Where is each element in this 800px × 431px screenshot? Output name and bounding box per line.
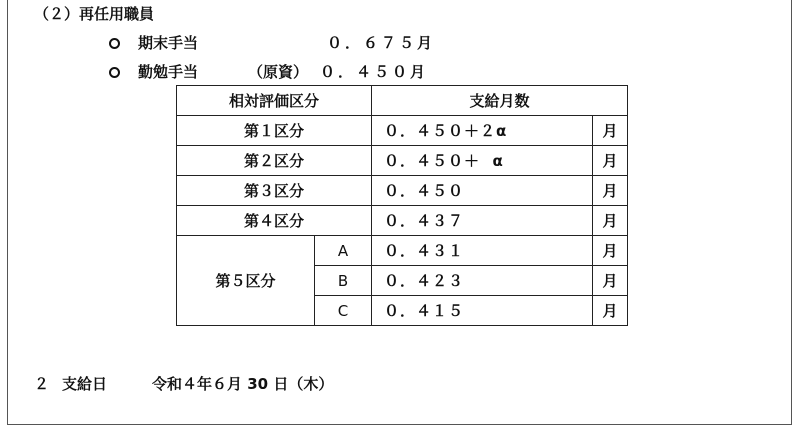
row-unit: 月 xyxy=(593,146,628,176)
table-row xyxy=(177,206,628,236)
header-months: 支給月数 xyxy=(372,86,628,116)
payment-date-value: 令和４年６月 30 日（木） xyxy=(152,375,334,393)
circle-bullet-icon xyxy=(109,38,120,49)
table-row xyxy=(177,176,628,206)
row-category: 第４区分 xyxy=(177,206,372,236)
row-category: 第３区分 xyxy=(177,176,372,206)
group-category: 第５区分 xyxy=(177,236,315,326)
row-value: ０．４１５ xyxy=(372,296,593,326)
row-value: ０．４３７ xyxy=(372,206,593,236)
table-header-row xyxy=(177,86,628,116)
circle-bullet-icon xyxy=(109,67,120,78)
item-value-kinben: ０．４５０月 xyxy=(320,63,429,81)
row-value: ０．４５０＋２α xyxy=(372,116,593,146)
payment-date-number: ２ xyxy=(34,375,50,393)
sub-category: C xyxy=(315,296,372,326)
row-unit: 月 xyxy=(593,116,628,146)
row-category: 第１区分 xyxy=(177,116,372,146)
item-label-kinben: 勤勉手当 xyxy=(138,63,199,81)
payment-months-table xyxy=(176,85,628,326)
item-value-kimatsu: ０．６７５月 xyxy=(327,34,436,52)
row-unit: 月 xyxy=(593,206,628,236)
row-unit: 月 xyxy=(593,266,628,296)
sub-category: A xyxy=(315,236,372,266)
table-row xyxy=(177,236,628,266)
row-unit: 月 xyxy=(593,296,628,326)
item-label-kimatsu: 期末手当 xyxy=(138,34,199,52)
row-category: 第２区分 xyxy=(177,146,372,176)
table-row xyxy=(177,116,628,146)
section-heading: （２）再任用職員 xyxy=(34,5,155,23)
row-unit: 月 xyxy=(593,176,628,206)
header-category: 相対評価区分 xyxy=(177,86,372,116)
row-value: ０．４５０ xyxy=(372,176,593,206)
row-value: ０．４２３ xyxy=(372,266,593,296)
row-value: ０．４５０＋ α xyxy=(372,146,593,176)
row-value: ０．４３１ xyxy=(372,236,593,266)
payment-date-label: 支給日 xyxy=(62,375,108,393)
table-row xyxy=(177,146,628,176)
item-note-kinben: （原資） xyxy=(248,63,309,81)
row-unit: 月 xyxy=(593,236,628,266)
sub-category: B xyxy=(315,266,372,296)
